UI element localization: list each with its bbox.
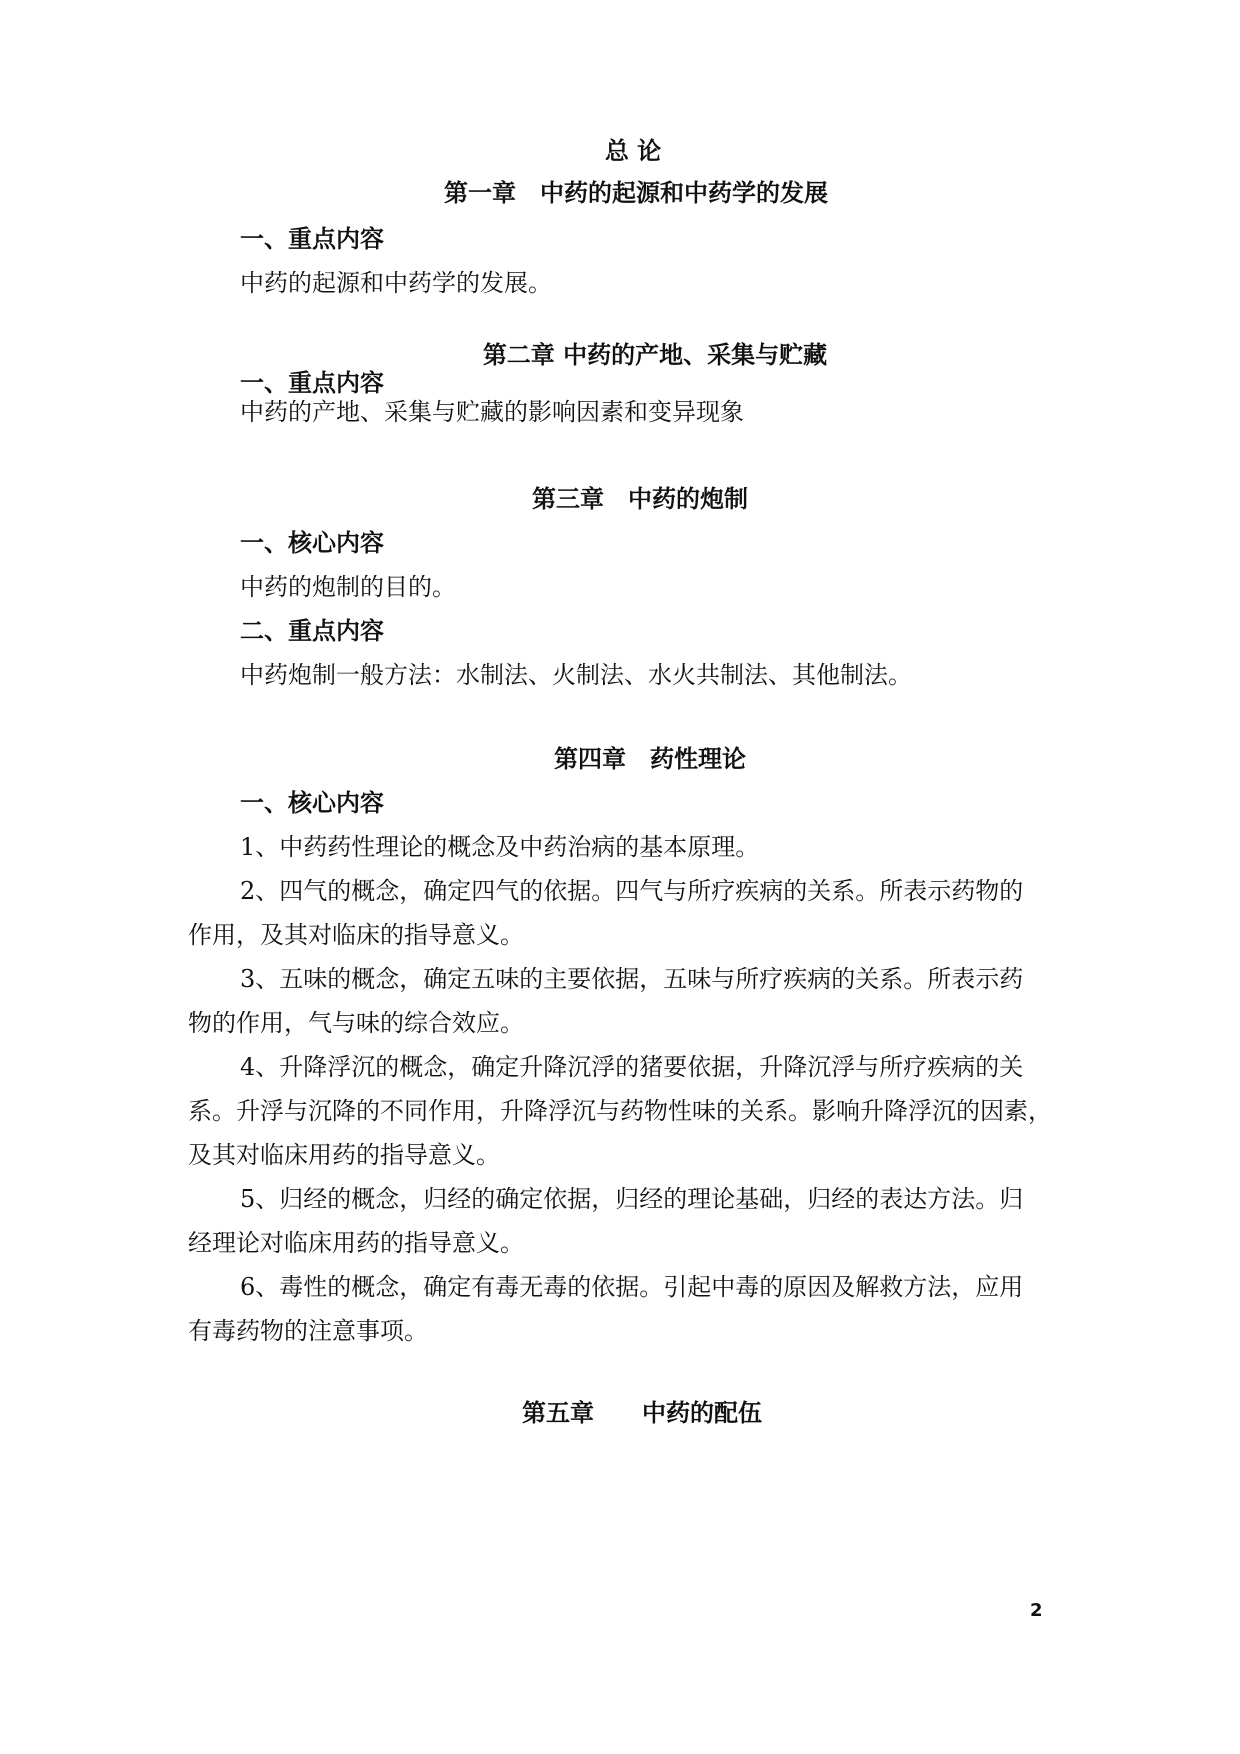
chapter-4-line-10: 经理论对临床用药的指导意义。 (188, 1229, 524, 1257)
page-title: 总 论 (604, 136, 662, 165)
chapter-4-line-5: 物的作用，气与味的综合效应。 (188, 1009, 524, 1037)
chapter-3-section-1-heading: 一、核心内容 (240, 528, 384, 557)
page-number: 2 (1030, 1600, 1043, 1621)
chapter-4-line-3: 作用，及其对临床的指导意义。 (188, 921, 524, 949)
chapter-3-section-2-heading: 二、重点内容 (240, 616, 384, 645)
chapter-4-line-4: 3、五味的概念，确定五味的主要依据，五味与所疗疾病的关系。所表示药 (240, 965, 1024, 993)
chapter-4-line-12: 有毒药物的注意事项。 (188, 1317, 428, 1345)
chapter-5-title: 第五章 中药的配伍 (522, 1398, 762, 1427)
chapter-3-section-1-text: 中药的炮制的目的。 (240, 573, 456, 601)
chapter-4-line-11: 6、毒性的概念，确定有毒无毒的依据。引起中毒的原因及解救方法，应用 (240, 1273, 1024, 1301)
chapter-4-title: 第四章 药性理论 (554, 744, 746, 773)
chapter-3-section-2-text: 中药炮制一般方法：水制法、火制法、水火共制法、其他制法。 (240, 661, 912, 689)
chapter-2-section-1-heading: 一、重点内容 (240, 368, 384, 397)
chapter-4-line-2: 2、四气的概念，确定四气的依据。四气与所疗疾病的关系。所表示药物的 (240, 877, 1024, 905)
chapter-1-title: 第一章 中药的起源和中药学的发展 (444, 178, 828, 207)
chapter-3-title: 第三章 中药的炮制 (532, 484, 748, 513)
chapter-2-title: 第二章 中药的产地、采集与贮藏 (482, 340, 828, 369)
chapter-4-line-1: 1、中药药性理论的概念及中药治病的基本原理。 (240, 833, 760, 861)
chapter-4-line-9: 5、归经的概念，归经的确定依据，归经的理论基础，归经的表达方法。归 (240, 1185, 1024, 1213)
chapter-4-section-1-heading: 一、核心内容 (240, 788, 384, 817)
chapter-1-section-1-text: 中药的起源和中药学的发展。 (240, 269, 552, 297)
chapter-1-section-1-heading: 一、重点内容 (240, 224, 384, 253)
chapter-2-section-1-text: 中药的产地、采集与贮藏的影响因素和变异现象 (240, 398, 744, 426)
chapter-4-line-8: 及其对临床用药的指导意义。 (188, 1141, 500, 1169)
chapter-4-line-6: 4、升降浮沉的概念，确定升降沉浮的猪要依据，升降沉浮与所疗疾病的关 (240, 1053, 1024, 1081)
chapter-4-line-7: 系。升浮与沉降的不同作用，升降浮沉与药物性味的关系。影响升降浮沉的因素， (188, 1097, 1052, 1125)
